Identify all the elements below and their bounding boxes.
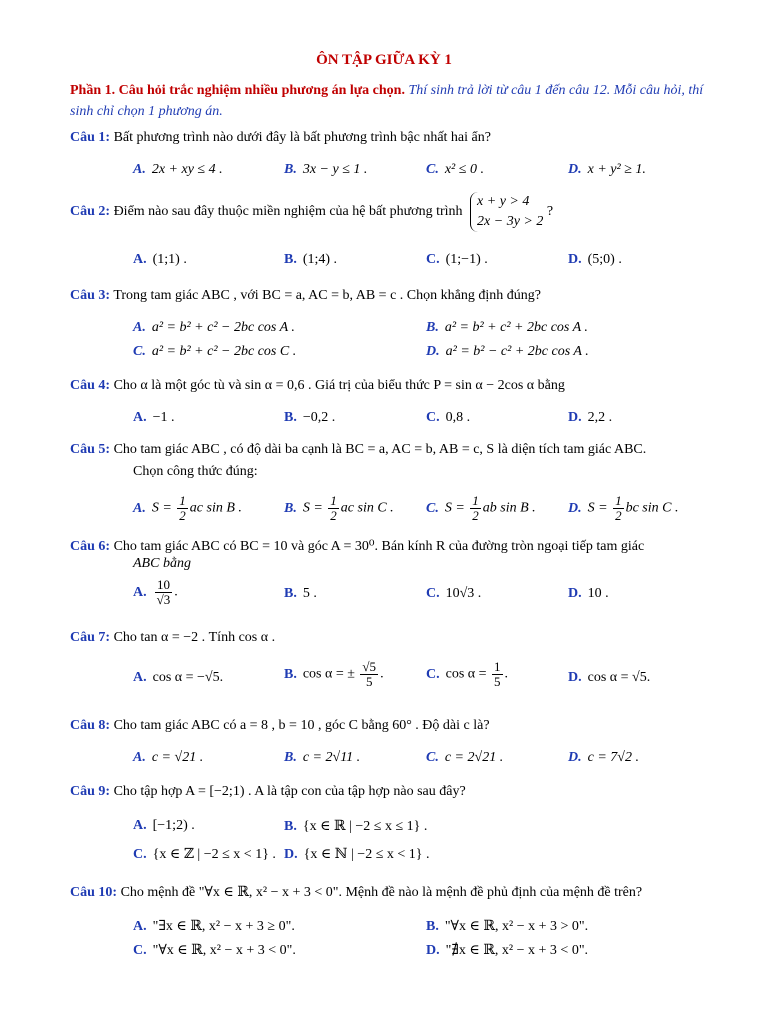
question-2: Câu 2: Điểm nào sau đây thuộc miền nghiệm của hệ bất phương trình x + y > 4 2x − 3y > 2 ? A. (1;1) . B. (1;4) . C. (1;−1) . D. (5;0) . (70, 192, 720, 232)
question-text: Bất phương trình nào dưới đây là bất phương trình bậc nhất hai ẩn? (113, 130, 491, 145)
question-4 (70, 378, 720, 425)
question-text-cont: Chọn công thức đúng: (133, 464, 258, 479)
options-row (70, 818, 720, 842)
option-d[interactable]: D. cos α = √5. (568, 670, 651, 685)
question-number: Câu 1: (70, 130, 111, 145)
options-row (70, 344, 720, 368)
option-d[interactable]: D. 2,2 . (568, 410, 613, 425)
options-row (70, 750, 720, 774)
option-b[interactable]: B. (1;4) . (284, 252, 338, 267)
options-row (70, 578, 720, 618)
question-text: Trong tam giác ABC , với BC = a, AC = b, AB = c . Chọn khẳng định đúng? (113, 288, 541, 303)
option-b[interactable]: B. {x ∈ ℝ | −2 ≤ x ≤ 1} . (284, 819, 428, 834)
question-6 (70, 538, 720, 607)
options-row (70, 410, 720, 434)
option-a[interactable]: A. 2x + xy ≤ 4 . (133, 162, 223, 177)
part-heading: Phần 1. Câu hỏi trắc nghiệm nhiều phương án lựa chọn. (70, 83, 405, 98)
options-row (70, 660, 720, 700)
question-10 (70, 884, 720, 958)
option-a[interactable]: A. a² = b² + c² − 2bc cos A . (133, 320, 295, 335)
question-number: Câu 2: (70, 204, 111, 220)
option-c[interactable]: C. (1;−1) . (426, 252, 488, 267)
page-title: ÔN TẬP GIỮA KỲ 1 (316, 52, 452, 68)
option-b[interactable]: B. S = $\frac{1}{2}$ ac sin C . (284, 493, 394, 523)
question-text: Cho mệnh đề "∀x ∈ ℝ, x² − x + 3 < 0". Mệnh đề nào là mệnh đề phủ định của mệnh đề trên? (120, 885, 643, 900)
option-a[interactable]: A. [−1;2) . (133, 818, 195, 833)
question-number: Câu 6: (70, 539, 111, 554)
option-d[interactable]: D. 10 . (568, 586, 609, 601)
option-c[interactable]: C. "∀x ∈ ℝ, x² − x + 3 < 0". (133, 943, 296, 958)
option-d[interactable]: D. {x ∈ ℕ | −2 ≤ x < 1} . (284, 847, 430, 862)
options-row (70, 942, 720, 966)
question-5 (70, 442, 720, 523)
option-b[interactable]: B. "∀x ∈ ℝ, x² − x + 3 > 0". (426, 919, 589, 934)
option-d[interactable]: D. a² = b² − c² + 2bc cos A . (426, 344, 589, 359)
option-c[interactable]: C. c = 2√21 . (426, 750, 504, 765)
question-number: Câu 4: (70, 378, 111, 393)
question-7 (70, 630, 720, 689)
question-text: Cho tập hợp A = [−2;1) . A là tập con của tập hợp nào sau đây? (113, 784, 466, 799)
option-b[interactable]: B. −0,2 . (284, 410, 336, 425)
question-number: Câu 5: (70, 442, 111, 457)
question-text-cont: ABC bằng (133, 556, 191, 571)
intro-paragraph (70, 80, 710, 122)
options-row (70, 846, 720, 870)
instruction-text: Thí sinh trả lời từ câu 1 đến câu 12. Mỗi câu hỏi, thí sinh chỉ chọn 1 phương án. (70, 83, 704, 119)
option-c[interactable]: C. {x ∈ ℤ | −2 ≤ x < 1} . (133, 847, 276, 862)
option-a[interactable]: A. $\frac{10}{√3}$ . (133, 577, 178, 607)
option-d[interactable]: D. S = $\frac{1}{2}$ bc sin C . (568, 493, 679, 523)
option-b[interactable]: B. 3x − y ≤ 1 . (284, 162, 368, 177)
question-number: Câu 7: (70, 630, 111, 645)
option-d[interactable]: D. "∄x ∈ ℝ, x² − x + 3 < 0". (426, 943, 589, 958)
options-row (70, 494, 720, 530)
question-number: Câu 10: (70, 885, 118, 900)
option-a[interactable]: A. (1;1) . (133, 252, 187, 267)
option-d[interactable]: D. x + y² ≥ 1. (568, 162, 646, 177)
option-d[interactable]: D. (5;0) . (568, 252, 622, 267)
question-number: Câu 9: (70, 784, 111, 799)
option-c[interactable]: C. S = $\frac{1}{2}$ ab sin B . (426, 493, 536, 523)
options-row (70, 320, 720, 344)
question-number: Câu 3: (70, 288, 111, 303)
option-b[interactable]: B. 5 . (284, 586, 317, 601)
option-c[interactable]: C. cos α = $\frac{1}{5}$ . (426, 659, 509, 689)
question-text: Điểm nào sau đây thuộc miền nghiệm của hệ bất phương trình (113, 204, 463, 220)
option-d[interactable]: D. c = 7√2 . (568, 750, 639, 765)
option-b[interactable]: B. cos α = ± $\frac{√5}{5}$ . (284, 659, 384, 689)
option-a[interactable]: A. −1 . (133, 410, 175, 425)
option-c[interactable]: C. x² ≤ 0 . (426, 162, 484, 177)
option-c[interactable]: C. 10√3 . (426, 586, 482, 601)
question-3 (70, 288, 720, 359)
question-text: Cho tan α = −2 . Tính cos α . (113, 630, 276, 645)
option-a[interactable]: A. c = √21 . (133, 750, 204, 765)
option-a[interactable]: A. "∃x ∈ ℝ, x² − x + 3 ≥ 0". (133, 919, 295, 934)
question-1 (70, 130, 720, 177)
options-row (70, 252, 720, 276)
question-8 (70, 718, 720, 765)
option-b[interactable]: B. a² = b² + c² + 2bc cos A . (426, 320, 588, 335)
options-row (70, 918, 720, 942)
options-row (70, 162, 720, 186)
question-text: Cho α là một góc tù và sin α = 0,6 . Giá trị của biểu thức P = sin α − 2cos α bằng (113, 378, 565, 393)
question-text: Cho tam giác ABC có a = 8 , b = 10 , góc C bằng 60° . Độ dài c là? (113, 718, 490, 733)
question-text: Cho tam giác ABC có BC = 10 và góc A = 30⁰. Bán kính R của đường tròn ngoại tiếp tam giác (113, 539, 645, 554)
question-9 (70, 784, 720, 862)
option-b[interactable]: B. c = 2√11 . (284, 750, 361, 765)
option-c[interactable]: C. a² = b² + c² − 2bc cos C . (133, 344, 297, 359)
question-text: Cho tam giác ABC , có độ dài ba cạnh là BC = a, AC = b, AB = c, S là diện tích tam giác ABC. (113, 442, 647, 457)
inequality-system: x + y > 4 2x − 3y > 2 (470, 192, 543, 232)
question-number: Câu 8: (70, 718, 111, 733)
option-a[interactable]: A. S = $\frac{1}{2}$ ac sin B . (133, 493, 242, 523)
option-a[interactable]: A. cos α = −√5. (133, 670, 224, 685)
option-c[interactable]: C. 0,8 . (426, 410, 471, 425)
